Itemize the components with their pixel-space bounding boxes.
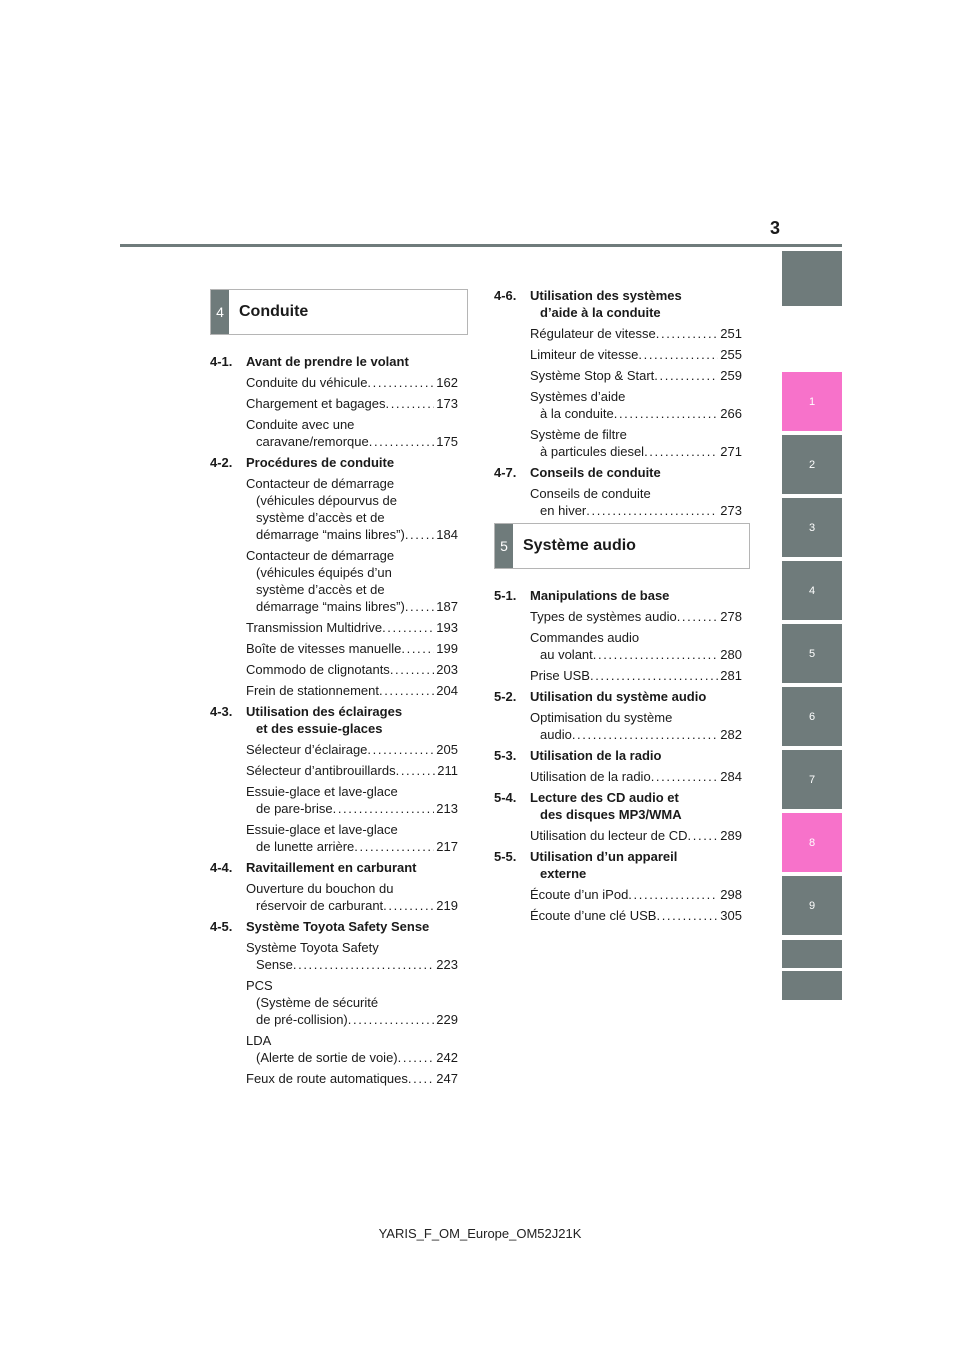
dot-leader <box>390 661 434 678</box>
toc-page-number: 273 <box>720 503 742 518</box>
dot-leader <box>367 741 434 758</box>
chapter-tab-label: 2 <box>808 458 816 471</box>
chapter-tab[interactable] <box>782 940 842 968</box>
toc-entry[interactable] <box>210 640 458 657</box>
toc-entry-text: à particules diesel <box>540 444 645 459</box>
toc-entry[interactable] <box>210 762 458 779</box>
toc-page-number: 162 <box>436 375 458 390</box>
toc-entry[interactable] <box>210 741 458 758</box>
toc-column-right-bottom <box>494 587 742 928</box>
toc-entry[interactable] <box>494 485 742 519</box>
toc-entry-text: LDA <box>246 1033 272 1048</box>
toc-entry[interactable] <box>210 682 458 699</box>
toc-group-title: Avant de prendre le volant <box>246 354 409 369</box>
toc-page-number: 298 <box>720 887 742 902</box>
chapter-tab[interactable] <box>782 498 842 557</box>
dot-leader <box>408 1070 434 1087</box>
toc-page-number: 223 <box>436 957 458 972</box>
toc-page-number: 199 <box>436 641 458 656</box>
toc-entry-text: Utilisation de la radio <box>530 769 651 784</box>
toc-page-number: 193 <box>436 620 458 635</box>
chapter-tab-label: 7 <box>808 773 816 786</box>
toc-entry-text: Contacteur de démarrage <box>246 476 395 491</box>
toc-entry-text: Limiteur de vitesse <box>530 347 639 362</box>
toc-entry[interactable] <box>210 783 458 817</box>
toc-entry[interactable] <box>494 346 742 363</box>
dot-leader <box>688 827 719 844</box>
toc-page-number: 219 <box>436 898 458 913</box>
toc-page-number: 229 <box>436 1012 458 1027</box>
toc-entry-text: Écoute d’un iPod <box>530 887 629 902</box>
toc-entry-text: de pare-brise <box>256 801 333 816</box>
toc-group-heading <box>210 703 458 737</box>
toc-group-heading <box>494 587 742 604</box>
toc-page-number: 305 <box>720 908 742 923</box>
toc-entry-text: PCS <box>246 978 273 993</box>
toc-entry[interactable] <box>210 1070 458 1087</box>
toc-entry-text: Frein de stationnement <box>246 683 379 698</box>
toc-entry-text: Conduite avec une <box>246 417 355 432</box>
dot-leader <box>590 667 718 684</box>
toc-group-title: d’aide à la conduite <box>540 305 661 320</box>
toc-entry-text: (Système de sécurité <box>256 995 379 1010</box>
toc-entry[interactable] <box>494 768 742 785</box>
toc-entry-text: Sélecteur d’antibrouillards <box>246 763 396 778</box>
dot-leader <box>593 646 719 663</box>
section-number: 4 <box>211 290 229 334</box>
chapter-tab[interactable] <box>782 971 842 1000</box>
toc-entry[interactable] <box>210 547 458 615</box>
toc-entry-text: réservoir de carburant <box>256 898 384 913</box>
toc-group-title: Manipulations de base <box>530 588 670 603</box>
toc-entry-text: Essuie-glace et lave-glace <box>246 784 398 799</box>
section-number: 5 <box>495 524 513 568</box>
toc-page-number: 213 <box>436 801 458 816</box>
chapter-tab-label: 6 <box>808 710 816 723</box>
toc-page-number: 187 <box>436 599 458 614</box>
chapter-tab[interactable] <box>782 687 842 746</box>
toc-entry-text: Chargement et bagages <box>246 396 386 411</box>
section-header-5 <box>494 523 750 569</box>
section-title: Système audio <box>523 537 636 554</box>
toc-entry[interactable] <box>210 977 458 1028</box>
toc-page-number: 251 <box>720 326 742 341</box>
toc-entry-text: Système de filtre <box>530 427 627 442</box>
toc-group-number: 4-2. <box>210 455 233 470</box>
chapter-tab[interactable] <box>782 561 842 620</box>
toc-entry-text: Sense <box>256 957 293 972</box>
toc-column-left <box>210 353 458 1091</box>
dot-leader <box>382 619 434 636</box>
toc-entry[interactable] <box>210 661 458 678</box>
toc-page-number: 184 <box>436 527 458 542</box>
dot-leader <box>572 726 718 743</box>
chapter-tab-label: 5 <box>808 647 816 660</box>
toc-entry-text: en hiver <box>540 503 587 518</box>
toc-group-title: Utilisation des systèmes <box>530 288 682 303</box>
toc-entry[interactable] <box>210 939 458 973</box>
toc-entry-text: Commodo de clignotants <box>246 662 390 677</box>
toc-group-title: Système Toyota Safety Sense <box>246 919 430 934</box>
toc-entry-text: démarrage “mains libres”) <box>256 599 405 614</box>
toc-page-number: 255 <box>720 347 742 362</box>
toc-entry[interactable] <box>494 367 742 384</box>
dot-leader <box>401 640 434 657</box>
toc-group-heading <box>210 454 458 471</box>
toc-entry[interactable] <box>210 880 458 914</box>
toc-entry[interactable] <box>494 907 742 924</box>
dot-leader <box>651 768 719 785</box>
dot-leader <box>405 526 434 543</box>
toc-page-number: 289 <box>720 828 742 843</box>
toc-group-title: Utilisation des éclairages <box>246 704 403 719</box>
toc-page-number: 205 <box>436 742 458 757</box>
toc-entry-text: Types de systèmes audio <box>530 609 677 624</box>
toc-group-title: Utilisation du système audio <box>530 689 707 704</box>
toc-group-number: 5-3. <box>494 748 517 763</box>
dot-leader <box>396 762 436 779</box>
toc-entry[interactable] <box>210 416 458 450</box>
toc-group-number: 4-1. <box>210 354 233 369</box>
toc-entry[interactable] <box>210 395 458 412</box>
toc-entry-text: Essuie-glace et lave-glace <box>246 822 398 837</box>
toc-page-number: 242 <box>436 1050 458 1065</box>
toc-page-number: 173 <box>436 396 458 411</box>
toc-group-title: et des essuie-glaces <box>256 721 383 736</box>
toc-group-title: Procédures de conduite <box>246 455 395 470</box>
toc-group-number: 5-4. <box>494 790 517 805</box>
dot-leader <box>628 886 718 903</box>
dot-leader <box>644 443 718 460</box>
toc-entry-text: audio <box>540 727 572 742</box>
toc-group-number: 4-3. <box>210 704 233 719</box>
toc-entry-text: Prise USB <box>530 668 590 683</box>
toc-entry[interactable] <box>494 325 742 342</box>
chapter-tab[interactable] <box>782 435 842 494</box>
toc-page-number: 203 <box>436 662 458 677</box>
chapter-tab[interactable] <box>782 876 842 935</box>
toc-entry[interactable] <box>494 667 742 684</box>
toc-page-number: 266 <box>720 406 742 421</box>
toc-group-title: Conseils de conduite <box>530 465 661 480</box>
dot-leader <box>586 502 718 519</box>
dot-leader <box>654 367 718 384</box>
toc-group-heading <box>210 918 458 935</box>
toc-group-heading <box>494 848 742 882</box>
dot-leader <box>614 405 719 422</box>
chapter-tab[interactable] <box>782 251 842 306</box>
toc-page-number: 217 <box>436 839 458 854</box>
toc-entry-text: Système Stop & Start <box>530 368 655 383</box>
toc-group-title: Utilisation d’un appareil <box>530 849 678 864</box>
toc-entry[interactable] <box>494 886 742 903</box>
section-title: Conduite <box>239 303 309 320</box>
dot-leader <box>383 897 434 914</box>
toc-group-number: 5-1. <box>494 588 517 603</box>
dot-leader <box>293 956 434 973</box>
toc-entry-text: à la conduite <box>540 406 614 421</box>
dot-leader <box>638 346 718 363</box>
toc-entry-text: Optimisation du système <box>530 710 673 725</box>
toc-page-number: 281 <box>720 668 742 683</box>
toc-group-number: 5-2. <box>494 689 517 704</box>
toc-group-heading <box>210 353 458 370</box>
toc-group-heading <box>494 688 742 705</box>
toc-page-number: 247 <box>436 1071 458 1086</box>
toc-entry[interactable] <box>210 821 458 855</box>
toc-entry-text: Sélecteur d’éclairage <box>246 742 368 757</box>
dot-leader <box>405 598 434 615</box>
toc-group-title: externe <box>540 866 587 881</box>
dot-leader <box>348 1011 435 1028</box>
toc-entry-text: de lunette arrière <box>256 839 355 854</box>
toc-page-number: 280 <box>720 647 742 662</box>
toc-entry-text: Régulateur de vitesse <box>530 326 656 341</box>
chapter-tab-label: 8 <box>808 836 816 849</box>
toc-group-heading <box>494 464 742 481</box>
dot-leader <box>385 395 434 412</box>
toc-entry[interactable] <box>210 1032 458 1066</box>
toc-entry-text: Boîte de vitesses manuelle <box>246 641 402 656</box>
dot-leader <box>656 325 719 342</box>
page-number: 3 <box>769 218 780 238</box>
dot-leader <box>677 608 719 625</box>
toc-page-number: 271 <box>720 444 742 459</box>
toc-entry[interactable] <box>494 709 742 743</box>
section-header-4 <box>210 289 468 335</box>
toc-entry-text: Feux de route automatiques <box>246 1071 408 1086</box>
toc-group-heading <box>494 747 742 764</box>
toc-entry-text: Systèmes d’aide <box>530 389 626 404</box>
toc-entry[interactable] <box>494 388 742 422</box>
toc-entry-text: Transmission Multidrive <box>246 620 383 635</box>
toc-column-right-top <box>494 287 742 523</box>
dot-leader <box>379 682 434 699</box>
toc-page-number: 204 <box>436 683 458 698</box>
dot-leader <box>367 374 434 391</box>
toc-entry-text: (véhicules dépourvus de <box>256 493 397 508</box>
toc-entry[interactable] <box>494 827 742 844</box>
toc-entry-text: Utilisation du lecteur de CD <box>530 828 688 843</box>
toc-entry[interactable] <box>210 619 458 636</box>
header-rule <box>120 244 842 247</box>
toc-entry[interactable] <box>210 374 458 391</box>
toc-entry-text: démarrage “mains libres”) <box>256 527 405 542</box>
chapter-tab-label: 9 <box>808 899 816 912</box>
chapter-tab-label: 4 <box>808 584 816 597</box>
toc-entry-text: système d’accès et de <box>256 582 385 597</box>
toc-entry-text: Conduite du véhicule <box>246 375 368 390</box>
toc-page-number: 278 <box>720 609 742 624</box>
toc-group-title: des disques MP3/WMA <box>540 807 682 822</box>
toc-group-number: 5-5. <box>494 849 517 864</box>
toc-page-number: 284 <box>720 769 742 784</box>
chapter-tab[interactable] <box>782 813 842 872</box>
dot-leader <box>398 1049 435 1066</box>
toc-entry[interactable] <box>210 475 458 543</box>
toc-entry-text: Ouverture du bouchon du <box>246 881 394 896</box>
toc-entry-text: Écoute d’une clé USB <box>530 908 657 923</box>
toc-group-title: Ravitaillement en carburant <box>246 860 417 875</box>
toc-group-number: 4-7. <box>494 465 517 480</box>
toc-page-number: 211 <box>437 763 458 778</box>
toc-entry-text: système d’accès et de <box>256 510 385 525</box>
dot-leader <box>656 907 718 924</box>
dot-leader <box>354 838 434 855</box>
toc-entry-text: (véhicules équipés d’un <box>256 565 392 580</box>
chapter-tab-label: 1 <box>808 395 816 408</box>
toc-entry-text: au volant <box>540 647 593 662</box>
toc-entry[interactable] <box>494 426 742 460</box>
toc-entry-text: Conseils de conduite <box>530 486 651 501</box>
toc-entry-text: Système Toyota Safety <box>246 940 379 955</box>
toc-entry[interactable] <box>494 608 742 625</box>
toc-entry-text: caravane/remorque <box>256 434 369 449</box>
toc-page-number: 175 <box>436 434 458 449</box>
toc-group-title: Lecture des CD audio et <box>530 790 679 805</box>
toc-group-number: 4-4. <box>210 860 233 875</box>
toc-group-number: 4-6. <box>494 288 517 303</box>
chapter-tab[interactable] <box>782 624 842 683</box>
toc-page-number: 259 <box>720 368 742 383</box>
toc-entry-text: (Alerte de sortie de voie) <box>256 1050 398 1065</box>
dot-leader <box>333 800 435 817</box>
toc-group-heading <box>494 287 742 321</box>
chapter-tab-label: 3 <box>808 521 816 534</box>
chapter-tab[interactable] <box>782 750 842 809</box>
dot-leader <box>369 433 435 450</box>
toc-group-title: Utilisation de la radio <box>530 748 662 763</box>
toc-group-number: 4-5. <box>210 919 233 934</box>
toc-entry-text: Contacteur de démarrage <box>246 548 395 563</box>
toc-group-heading <box>494 789 742 823</box>
document-footer: YARIS_F_OM_Europe_OM52J21K <box>378 1226 582 1241</box>
chapter-tab[interactable] <box>782 372 842 431</box>
toc-page-number: 282 <box>720 727 742 742</box>
toc-entry-text: Commandes audio <box>530 630 640 645</box>
toc-group-heading <box>210 859 458 876</box>
toc-entry[interactable] <box>494 629 742 663</box>
toc-entry-text: de pré-collision) <box>256 1012 348 1027</box>
